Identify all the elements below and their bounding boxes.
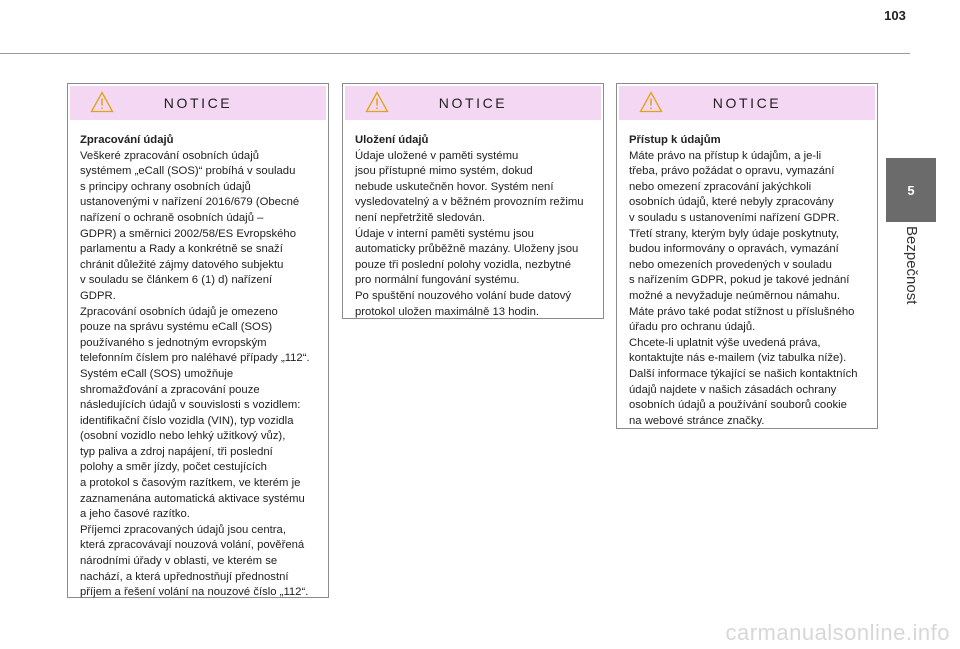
notice-heading: Uložení údajů bbox=[355, 134, 429, 146]
notice-body bbox=[68, 120, 328, 611]
notice-heading: Přístup k údajům bbox=[629, 134, 721, 146]
notice-data-storage bbox=[342, 83, 604, 319]
warning-icon bbox=[365, 91, 389, 113]
notice-text: Veškeré zpracování osobních údajů systémem „eCall (SOS)“ probíhá v souladu s principy ochrany osobních údajů ustanovenými v nařízení 2016/679 (Obecné nařízení o ochraně osobních údajů – GDPR) a směrnici 2002/58/ES Evropského parlamentu a Rady a konkrétně se snaží chránit důležité zájmy datového subjektu v souladu se článkem 6 (1) d) nařízení GDPR. Zpracování osobních údajů je omezeno pouze na správu systému eCall (SOS) používaného s jednotným evropským telefonním číslem pro naléhavé případy „112“. Systém eCall (SOS) umožňuje shromažďování a zpracování pouze následujících údajů v souvislosti s vozidlem: identifikační číslo vozidla (VIN), typ vozidla (osobní vozidlo nebo lehký užitkový vůz), typ paliva a zdroj napájení, tři poslední polohy a směr jízdy, počet cestujících a protokol s časovým razítkem, ve kterém je zaznamenána automatická aktivace systému a jeho časové razítko. Příjemci zpracovaných údajů jsou centra, která zpracovávají nouzová volání, pověřená národními úřady v oblasti, ve kterém se nachází, a která upřednostňují přednostní příjem a řešení volání na nouzové číslo „112“. bbox=[80, 149, 310, 599]
notice-text: Údaje uložené v paměti systému jsou přístupné mimo systém, dokud nebude uskutečněn hovor. Systém není vysledovatelný a v běžném provozním režimu není nepřetržitě sledován. Údaje v interní paměti systému jsou automaticky průběžně mazány. Uloženy jsou pouze tři poslední polohy vozidla, nezbytné pro normální fungování systému. Po spuštění nouzového volání bude datový protokol uložen maximálně 13 hodin. bbox=[355, 149, 584, 318]
chapter-label-container bbox=[886, 226, 936, 336]
notice-header bbox=[70, 86, 326, 120]
notice-data-access bbox=[616, 83, 878, 429]
notice-body bbox=[343, 120, 603, 330]
notice-data-processing bbox=[67, 83, 329, 598]
notice-title: NOTICE bbox=[163, 95, 233, 111]
notice-header bbox=[619, 86, 875, 120]
watermark: carmanualsonline.info bbox=[725, 620, 950, 645]
top-rule bbox=[0, 53, 910, 54]
warning-icon bbox=[639, 91, 663, 113]
chapter-label: Bezpečnost bbox=[903, 226, 920, 305]
notice-title: NOTICE bbox=[438, 95, 508, 111]
notice-body bbox=[617, 120, 877, 439]
notice-text: Máte právo na přístup k údajům, a je-li třeba, právo požádat o opravu, vymazání nebo omezení zpracování jakýchkoli osobních údajů, které nebyly zpracovány v souladu s ustanoveními nařízení GDPR. Třetí strany, kterým byly údaje poskytnuty, budou informovány o opravách, vymazání nebo omezeních provedených v souladu s nařízením GDPR, pokud je takové jednání možné a nevyžaduje neúměrnou námahu. Máte právo také podat stížnost u příslušného úřadu pro ochranu údajů. Chcete-li uplatnit výše uvedená práva, kontaktujte nás e-mailem (viz tabulka níže). Další informace týkající se našich kontaktních údajů najdete v našich zásadách ochrany osobních údajů a používání souborů cookie na webové stránce značky. bbox=[629, 149, 858, 427]
notice-header bbox=[345, 86, 601, 120]
warning-icon bbox=[90, 91, 114, 113]
notice-heading: Zpracování údajů bbox=[80, 134, 174, 146]
page-number: 103 bbox=[884, 8, 906, 23]
chapter-tab[interactable]: 5 bbox=[886, 158, 936, 222]
notice-title: NOTICE bbox=[712, 95, 782, 111]
